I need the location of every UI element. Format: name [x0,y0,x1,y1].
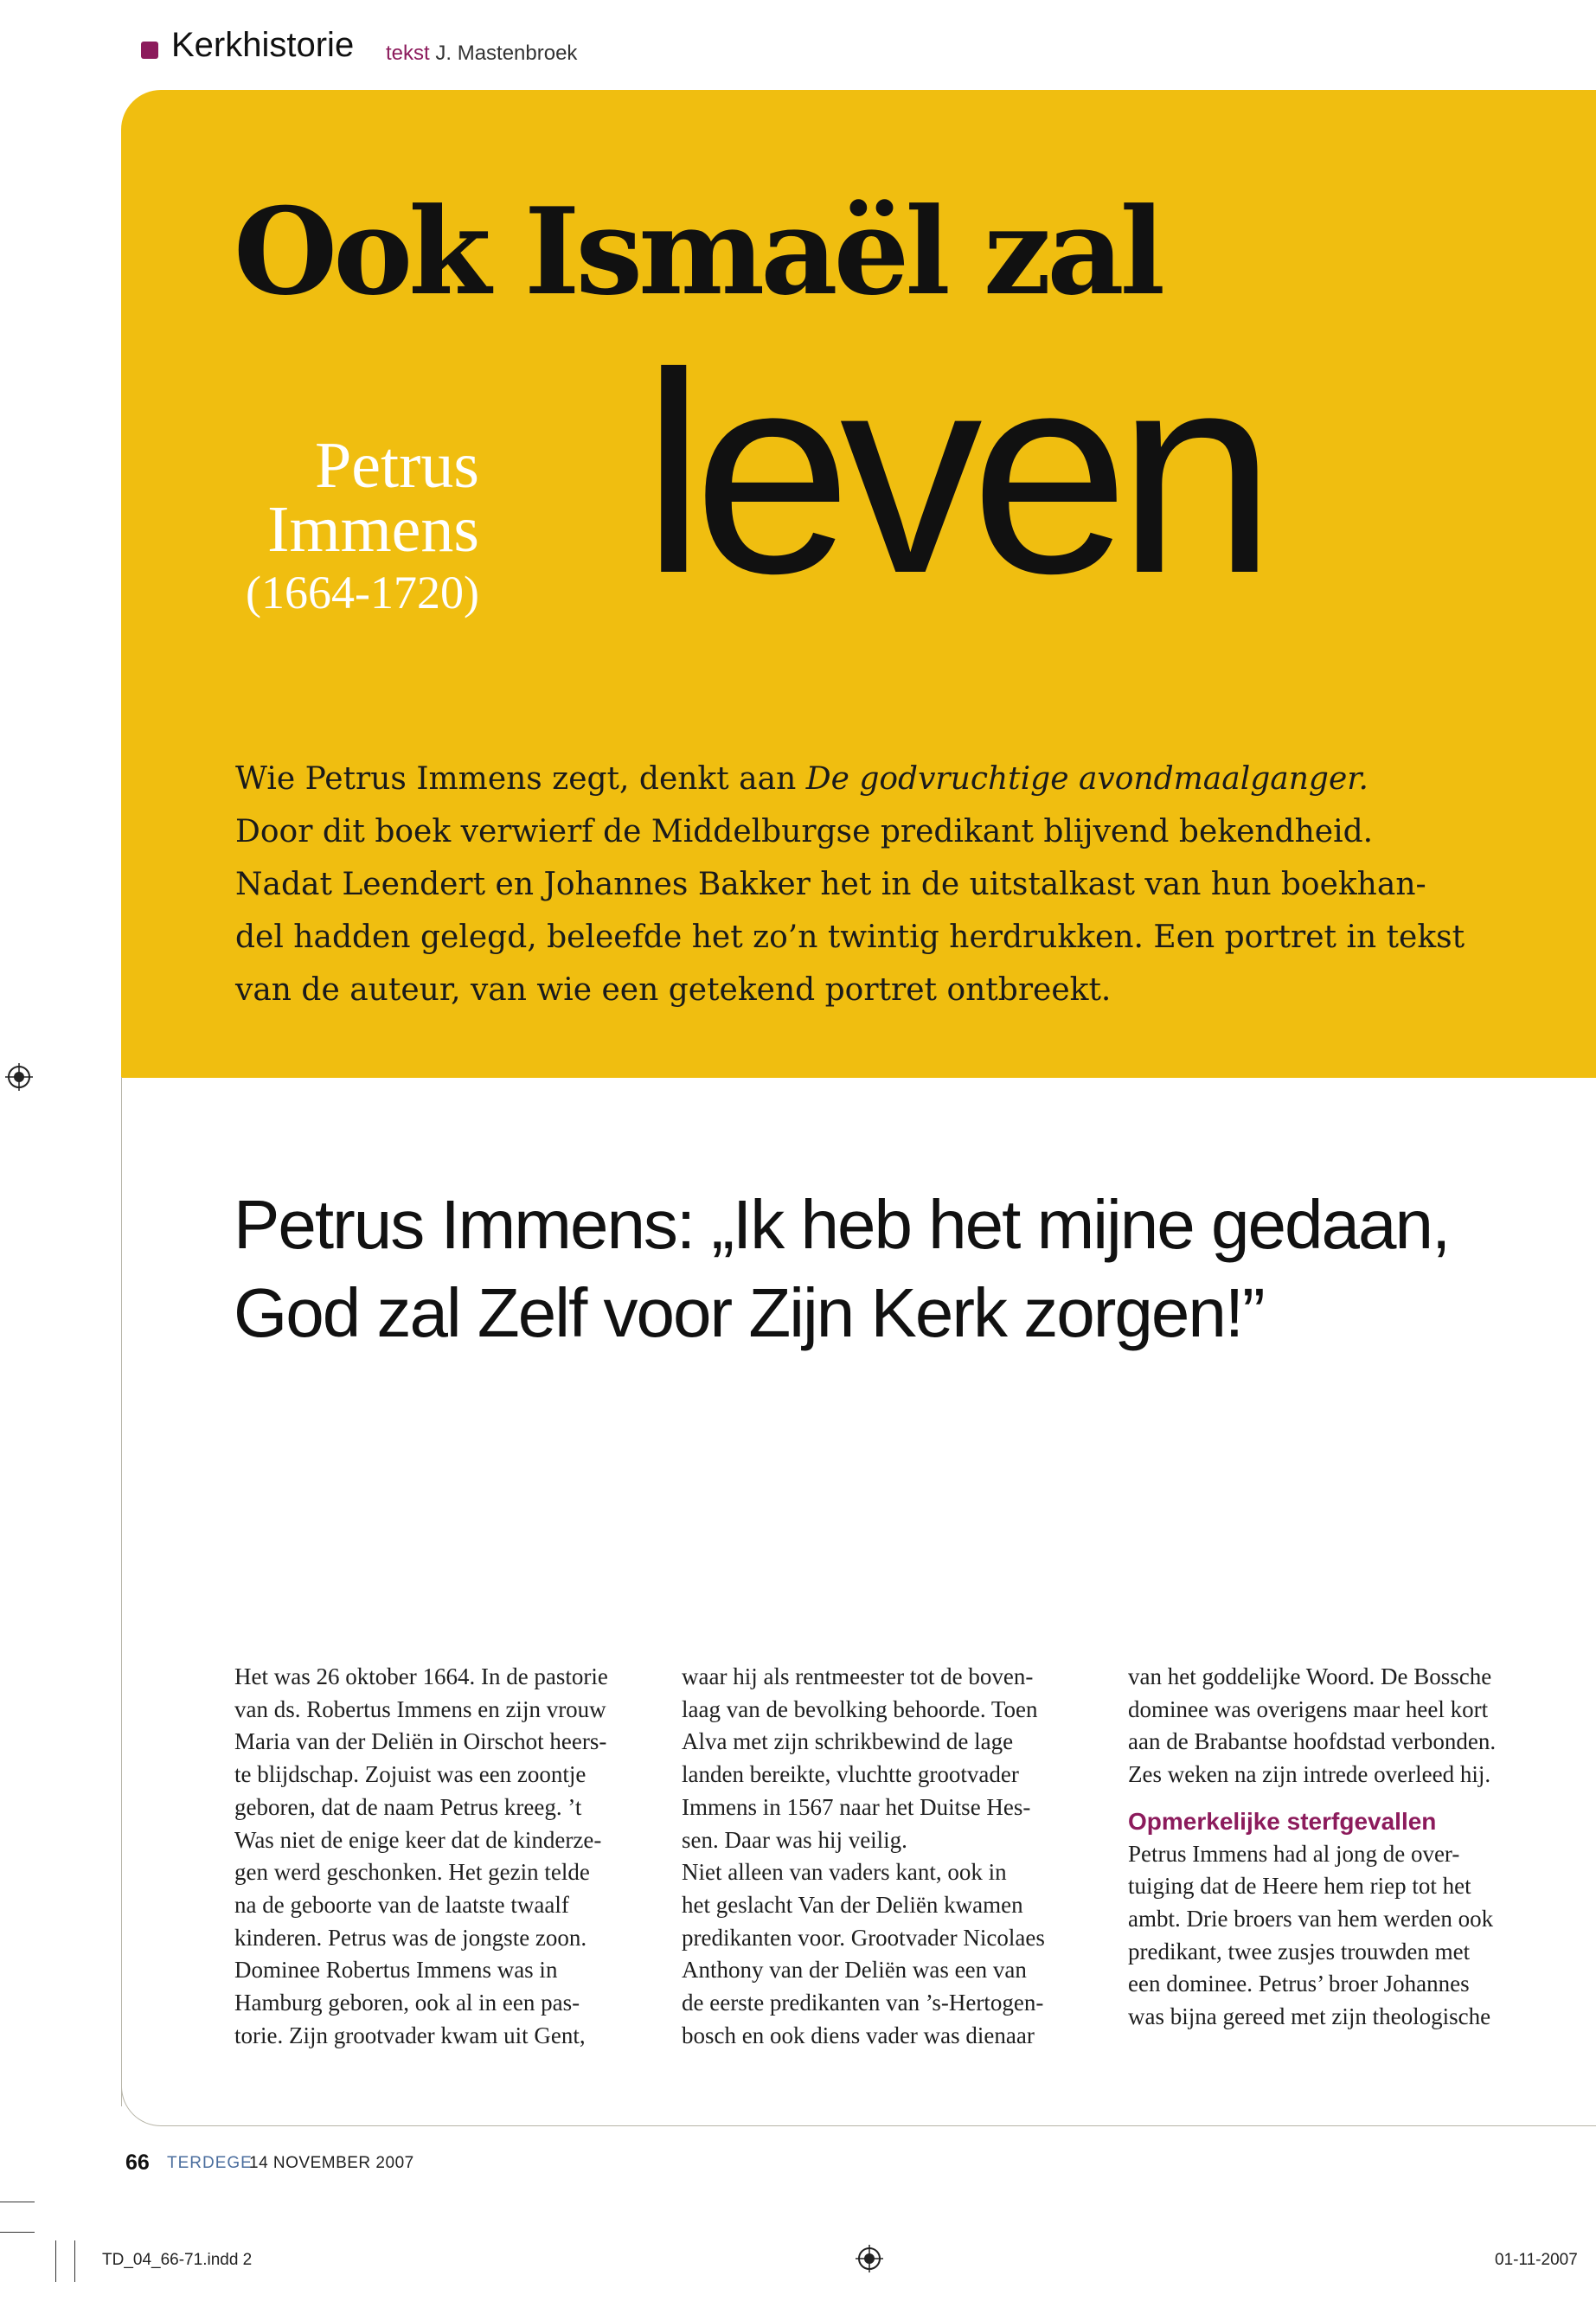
file-slug: TD_04_66-71.indd 2 [102,2251,253,2269]
body-column-2 [682,1661,1080,2052]
pull-quote-line: God zal Zelf voor Zijn Kerk zorgen!” [234,1274,1264,1351]
print-date: 01-11-2007 [1495,2251,1578,2269]
byline [386,43,577,64]
headline: Ook Ismaël zal [234,181,1162,322]
intro-line: van de auteur, van wie een getekend portret ontbreekt. [235,972,1112,1008]
body-line: Was niet de enige keer dat de kinderze- [234,1826,602,1853]
body-line: Alva met zijn schrikbewind de lage [682,1728,1014,1755]
issue-date: 14 NOVEMBER 2007 [249,2154,414,2172]
body-line: was bijna gereed met zijn theologische [1128,2003,1491,2030]
crop-mark [0,2232,35,2233]
body-line: ambt. Drie broers van hem werden ook [1128,1905,1494,1932]
body-line: Dominee Robertus Immens was in [234,1957,558,1984]
body-line: Het was 26 oktober 1664. In de pastorie [234,1663,608,1689]
body-column-3 [1128,1661,1526,2034]
body-line: Petrus Immens had al jong de over- [1128,1840,1460,1867]
intro-line: Nadat Leendert en Johannes Bakker het in de uitstalkast van hun boekhan- [235,867,1426,902]
intro-line: Door dit boek verwierf de Middelburgse predikant blijvend bekendheid. [235,814,1374,849]
body-line: het geslacht Van der Deliën kwamen [682,1891,1023,1918]
body-line: van ds. Robertus Immens en zijn vrouw [234,1695,606,1722]
body-line: kinderen. Petrus was de jongste zoon. [234,1924,587,1951]
subject-years: (1664-1720) [246,567,479,619]
body-line: te blijdschap. Zojuist was een zoontje [234,1761,586,1788]
subject-last-name: Immens [267,493,479,566]
body-line: aan de Brabantse hoofdstad verbonden. [1128,1728,1497,1755]
registration-mark-icon [5,1063,33,1091]
crop-mark [74,2240,75,2282]
body-line: geboren, dat de naam Petrus kreeg. ’t [234,1793,582,1820]
body-line: Niet alleen van vaders kant, ook in [682,1859,1007,1886]
headline-big-word: leven [642,313,1264,632]
crop-mark [55,2240,56,2282]
body-line: predikant, twee zusjes trouwden met [1128,1938,1471,1965]
body-line: dominee was overigens maar heel kort [1128,1695,1489,1722]
page-frame-corner [121,2074,173,2126]
page-frame-bottom [164,2125,1596,2126]
intro-line: Wie Petrus Immens zegt, denkt aan [235,761,806,797]
section-label: Kerkhistorie [171,26,355,64]
body-line: Immens in 1567 naar het Duitse Hes- [682,1793,1031,1820]
subheading: Opmerkelijke sterfgevallen [1128,1807,1437,1835]
subject-block [234,429,479,619]
body-line: landen bereikte, vluchtte grootvader [682,1761,1019,1788]
magazine-name: TERDEGE [167,2154,253,2172]
body-line: sen. Daar was hij veilig. [682,1826,907,1853]
pull-quote [234,1181,1531,1357]
pull-quote-line: Petrus Immens: „Ik heb het mijne gedaan, [234,1186,1450,1263]
body-line: Zes weken na zijn intrede overleed hij. [1128,1761,1491,1788]
body-line: Maria van der Deliën in Oirschot heers- [234,1728,607,1755]
body-column-1 [234,1661,632,2052]
registration-mark-icon [856,2245,883,2272]
byline-prefix: tekst [386,42,430,65]
body-line: laag van de bevolking behoorde. Toen [682,1695,1038,1722]
intro-line: del hadden gelegd, beleefde het zo’n twintig herdrukken. Een portret in tekst [235,920,1465,955]
page-frame-left [121,1077,122,2106]
byline-author: J. Mastenbroek [435,42,578,65]
body-line: Anthony van der Deliën was een van [682,1957,1027,1984]
body-line: bosch en ook diens vader was dienaar [682,2022,1035,2048]
body-line: Hamburg geboren, ook al in een pas- [234,1990,580,2016]
body-line: gen werd geschonken. Het gezin telde [234,1859,590,1886]
body-line: een dominee. Petrus’ broer Johannes [1128,1971,1470,1997]
body-line: de eerste predikanten van ’s-Hertogen- [682,1990,1044,2016]
section-marker-icon [141,42,158,59]
body-line: predikanten voor. Grootvader Nicolaes [682,1924,1045,1951]
book-title: De godvruchtige avondmaalganger. [805,761,1368,797]
body-line: waar hij als rentmeester tot de boven- [682,1663,1034,1689]
page-number: 66 [125,2150,150,2175]
body-line: torie. Zijn grootvader kwam uit Gent, [234,2022,586,2048]
body-line: na de geboorte van de laatste twaalf [234,1891,569,1918]
intro-text [235,753,1465,1016]
subject-first-name: Petrus [315,429,479,502]
body-line: van het goddelijke Woord. De Bossche [1128,1663,1492,1689]
body-line: tuiging dat de Heere hem riep tot het [1128,1873,1471,1900]
